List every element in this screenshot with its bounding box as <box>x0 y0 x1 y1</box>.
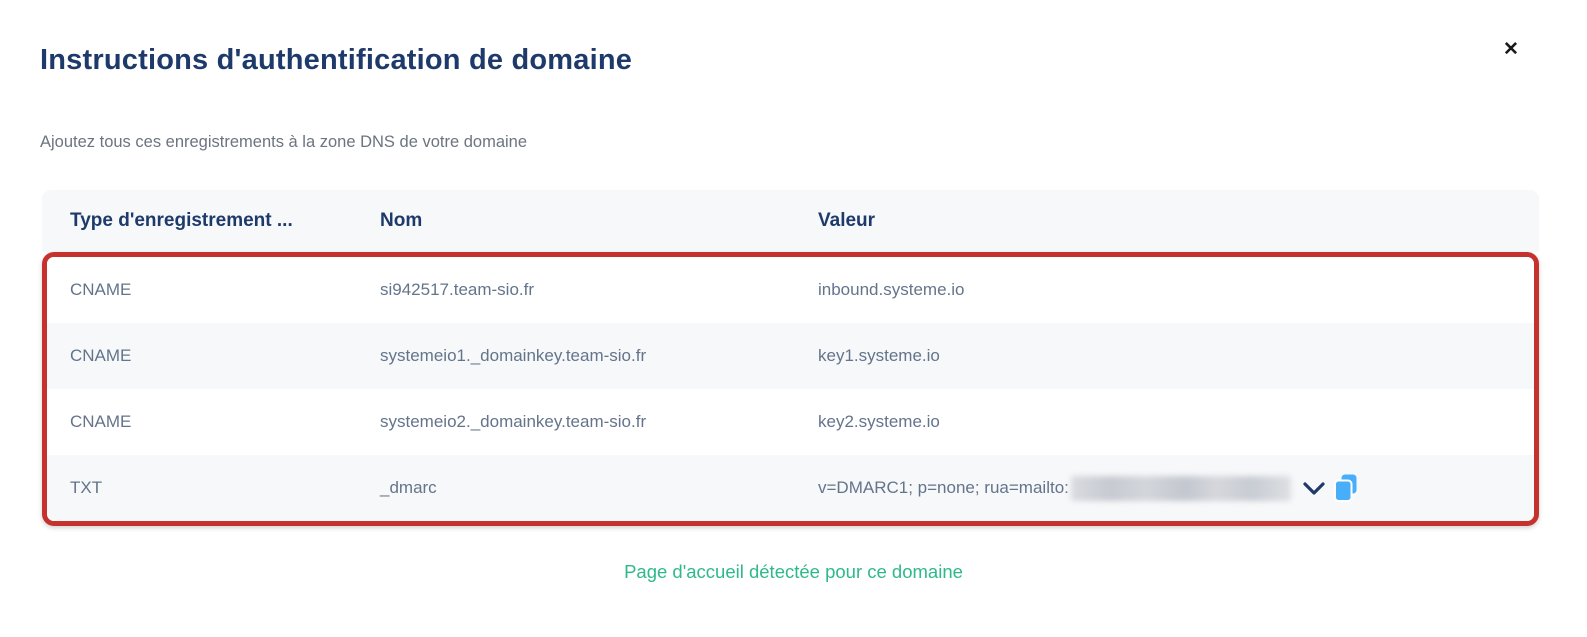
record-value: key1.systeme.io <box>818 346 940 365</box>
close-icon[interactable]: ✕ <box>1497 36 1525 64</box>
record-value: inbound.systeme.io <box>818 280 965 299</box>
record-value: key2.systeme.io <box>818 412 940 431</box>
record-type: CNAME <box>70 280 132 299</box>
copy-icon[interactable] <box>1334 474 1358 502</box>
table-row <box>47 455 1534 521</box>
highlighted-records-area <box>42 252 1539 526</box>
header-record-type: Type d'enregistrement ... <box>70 210 293 231</box>
header-name: Nom <box>380 210 423 231</box>
record-name: systemeio1._domainkey.team-sio.fr <box>380 346 647 365</box>
redacted-email-blur <box>1071 476 1291 501</box>
table-row <box>47 389 1534 455</box>
record-name: _dmarc <box>380 478 437 497</box>
table-row <box>47 257 1534 323</box>
homepage-detected-link[interactable]: Page d'accueil détectée pour ce domaine <box>624 561 963 582</box>
record-name: si942517.team-sio.fr <box>380 280 535 299</box>
record-name: systemeio2._domainkey.team-sio.fr <box>380 412 647 431</box>
header-value: Valeur <box>818 210 876 231</box>
dns-records-table <box>42 190 1539 526</box>
instructions-subtitle: Ajoutez tous ces enregistrements à la zone DNS de votre domaine <box>40 133 528 151</box>
table-row <box>47 323 1534 389</box>
record-type: CNAME <box>70 346 132 365</box>
record-value: v=DMARC1; p=none; rua=mailto: <box>818 478 1069 497</box>
table-header-row <box>42 190 1539 252</box>
homepage-detected-link-wrap <box>0 561 1587 583</box>
record-type: TXT <box>70 478 103 497</box>
page-title: Instructions d'authentification de domaine <box>40 44 633 76</box>
chevron-down-icon[interactable] <box>1303 482 1325 495</box>
record-type: CNAME <box>70 412 132 431</box>
